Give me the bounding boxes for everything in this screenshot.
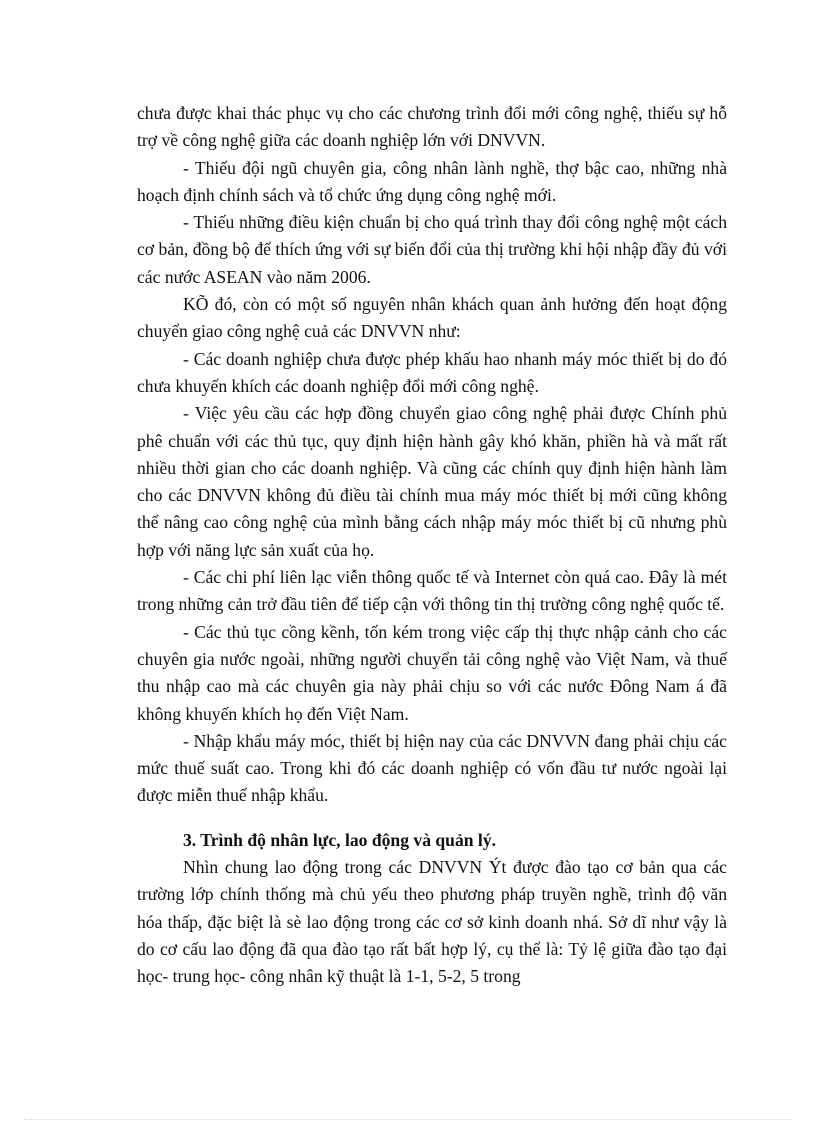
- paragraph: Nhìn chung lao động trong các DNVVN Ýt được đào tạo cơ bản qua các trường lớp chính thống mà chủ yếu theo phương pháp truyền nghề, trình độ văn hóa thấp, đặc biệt là sè lao động trong các cơ sở kinh doanh nhá. Sở dĩ như vậy là do cơ cấu lao động đã qua đào tạo rất bất hợp lý, cụ thể là: Tỷ lệ giữa đào tạo đại học- trung học- công nhân kỹ thuật là 1-1, 5-2, 5 trong: [137, 857, 727, 987]
- paragraph: chưa được khai thác phục vụ cho các chương trình đổi mới công nghệ, thiếu sự hỗ trợ về công nghệ giữa các doanh nghiệp lớn với DNVVN.: [137, 103, 727, 151]
- paragraph: KÕ đó, còn có một số nguyên nhân khách quan ảnh hưởng đến hoạt động chuyển giao công nghệ cuả các DNVVN như:: [137, 294, 727, 342]
- paragraph: - Việc yêu cầu các hợp đồng chuyển giao công nghệ phải được Chính phủ phê chuẩn với các thủ tục, quy định hiện hành gây khó khăn, phiền hà và mất rất nhiều thời gian cho các doanh nghiệp. Và cũng các chính quy định hiện hành làm cho các DNVVN không đủ điều tài chính mua máy móc thiết bị mới cũng không thể nâng cao công nghệ của mình bằng cách nhập máy móc thiết bị cũ nhưng phù hợp với năng lực sản xuất của họ.: [137, 403, 727, 560]
- paragraph: - Thiếu những điều kiện chuẩn bị cho quá trình thay đổi công nghệ một cách cơ bản, đồng bộ để thích ứng với sự biến đổi của thị trường khi hội nhập đầy đủ với các nước ASEAN vào năm 2006.: [137, 212, 727, 287]
- paragraph: - Các thủ tục cồng kềnh, tốn kém trong việc cấp thị thực nhập cảnh cho các chuyên gia nước ngoài, những người chuyển tải công nghệ vào Việt Nam, và thuế thu nhập cao mà các chuyên gia này phải chịu so với các nước Đông Nam á đã không khuyến khích họ đến Việt Nam.: [137, 621, 727, 724]
- paragraph: - Thiếu đội ngũ chuyên gia, công nhân lành nghề, thợ bậc cao, những nhà hoạch định chính sách và tổ chức ứng dụng công nghệ mới.: [137, 157, 727, 205]
- paragraph: - Các chi phí liên lạc viễn thông quốc tế và Internet còn quá cao. Đây là mét trong những cản trở đầu tiên để tiếp cận với thông tin thị trường công nghệ quốc tế.: [137, 567, 727, 615]
- paragraph: - Nhập khẩu máy móc, thiết bị hiện nay của các DNVVN đang phải chịu các mức thuế suất cao. Trong khi đó các doanh nghiệp có vốn đầu tư nước ngoài lại được miễn thuế nhập khẩu.: [137, 730, 727, 806]
- paragraph: - Các doanh nghiệp chưa được phép khấu hao nhanh máy móc thiết bị do đó chưa khuyến khích các doanh nghiệp đổi mới công nghệ.: [137, 348, 727, 396]
- document-page: [137, 100, 727, 991]
- page-bottom-divider: [24, 1119, 792, 1120]
- section-heading: 3. Trình độ nhân lực, lao động và quản lý.: [183, 829, 497, 850]
